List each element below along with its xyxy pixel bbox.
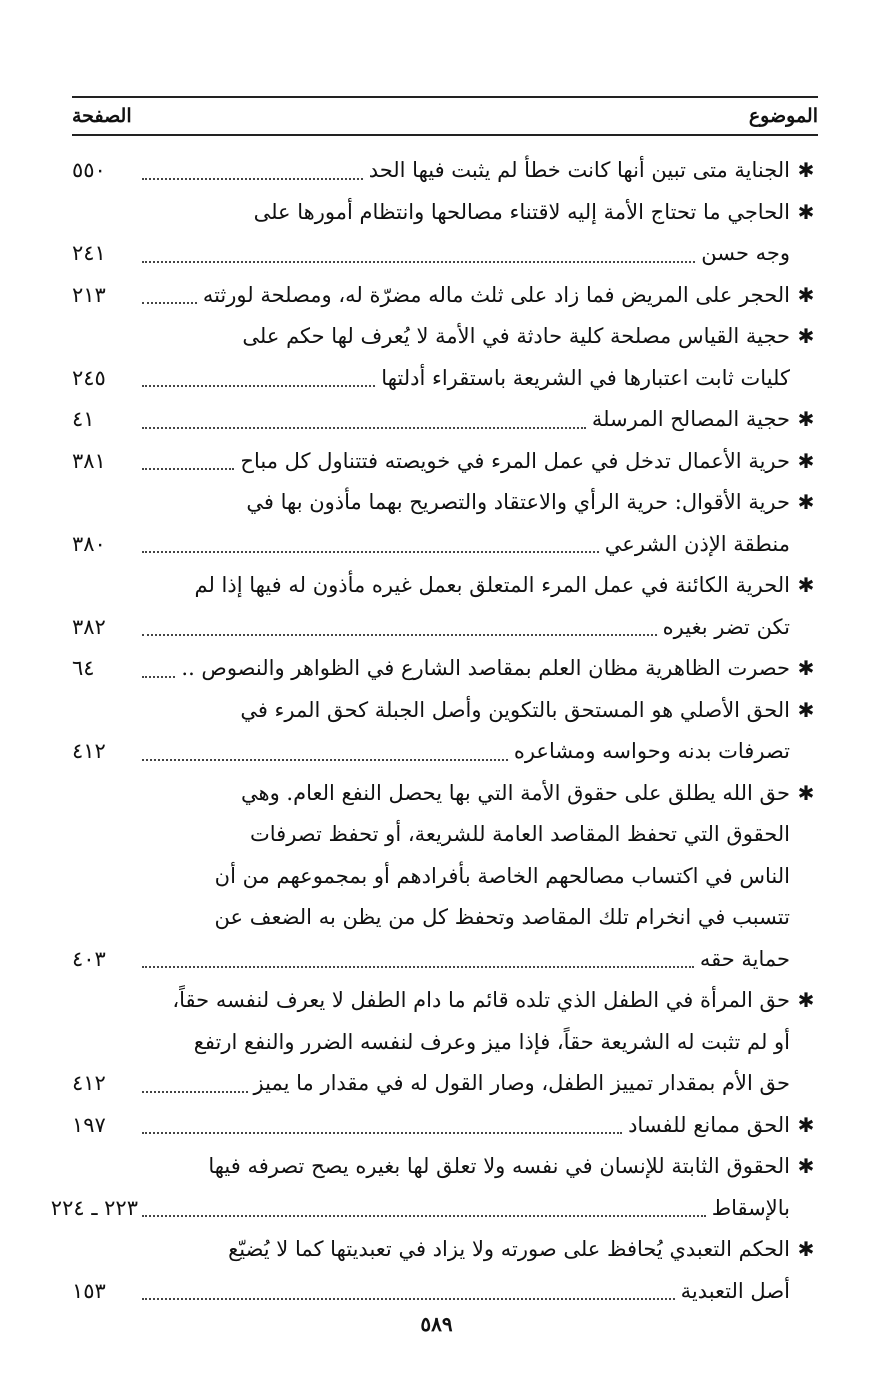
entry-text: الحكم التعبدي يُحافظ على صورته ولا يزاد في تعبديتها كما لا يُضيّع — [228, 1237, 790, 1261]
entry-last-line — [72, 150, 790, 192]
dot-leader — [142, 468, 234, 470]
index-entry — [72, 690, 818, 773]
index-entry — [72, 316, 818, 399]
asterisk-bullet-icon: ✱ — [797, 199, 815, 224]
entry-last-line — [72, 524, 790, 566]
entry-last-line — [72, 648, 790, 690]
asterisk-bullet-icon: ✱ — [797, 1112, 815, 1137]
entry-last-line — [72, 607, 790, 649]
entry-last-line — [72, 358, 790, 400]
index-entry — [72, 150, 818, 192]
dot-leader — [142, 759, 508, 761]
entry-text: الحقوق الثابتة للإنسان في نفسه ولا تعلق لها بغيره يصح تصرفه فيها — [208, 1154, 790, 1178]
dot-leader — [142, 261, 695, 263]
entry-page-number: ٣٨١ — [72, 448, 106, 473]
index-entry — [50, 1146, 818, 1229]
entry-last-line — [72, 275, 790, 317]
dot-leader — [142, 966, 694, 968]
entry-text: أو لم تثبت له الشريعة حقاً، فإذا ميز وعرف لنفسه الضرر والنفع ارتفع — [193, 1029, 790, 1054]
dot-leader — [142, 676, 175, 678]
entry-last-line — [72, 1105, 790, 1147]
entry-text: الناس في اكتساب مصالحهم الخاصة بأفرادهم أو بمجموعهم من أن — [214, 863, 790, 888]
entry-page-number: ٢١٣ — [72, 282, 106, 307]
dot-leader — [142, 1298, 675, 1300]
entry-page-number: ٤١٢ — [72, 739, 106, 763]
entry-text: تصرفات بدنه وحواسه ومشاعره — [513, 739, 790, 763]
entry-line — [72, 482, 790, 524]
page-column-label: الصفحة — [72, 105, 132, 127]
entry-last-line — [72, 233, 790, 275]
index-entry — [72, 980, 818, 1105]
page-number: ٥٨٩ — [420, 1312, 453, 1336]
entry-line — [72, 814, 790, 856]
entry-page-number: ٣٨٢ — [72, 614, 106, 639]
entry-text: الحقوق التي تحفظ المقاصد العامة للشريعة، أو تحفظ تصرفات — [250, 822, 790, 846]
entry-line — [72, 1022, 790, 1064]
asterisk-bullet-icon: ✱ — [797, 490, 815, 514]
entry-page-number: ١٩٧ — [72, 1112, 106, 1137]
entry-text: حرية الأقوال: حرية الرأي والاعتقاد والتصريح بهما مأذون بها في — [246, 490, 790, 514]
entry-text: تتسبب في انخرام تلك المقاصد وتحفظ كل من يظن به الضعف عن — [214, 905, 790, 929]
entry-text: الحاجي ما تحتاج الأمة إليه لاقتناء مصالحها وانتظام أمورها على — [253, 199, 790, 224]
entry-page-number: ٤١ — [72, 407, 95, 431]
entry-page-number: ٤٠٣ — [72, 946, 106, 971]
asterisk-bullet-icon: ✱ — [797, 988, 815, 1012]
entry-page-number: ١٥٣ — [72, 1278, 106, 1303]
entry-line — [72, 690, 790, 732]
index-entry — [72, 1105, 818, 1147]
index-entry — [72, 648, 818, 690]
dot-leader — [142, 302, 197, 304]
dot-leader — [142, 385, 375, 387]
entry-page-number: ٢٤١ — [72, 241, 106, 265]
entry-text: أصل التعبدية — [680, 1278, 790, 1303]
entry-text: حصرت الظاهرية مظان العلم بمقاصد الشارع في الظواهر والنصوص .. — [181, 656, 790, 680]
asterisk-bullet-icon: ✱ — [797, 324, 815, 348]
entry-text: كليات ثابت اعتبارها في الشريعة باستقراء أدلتها — [381, 365, 790, 390]
index-entry — [72, 275, 818, 317]
entry-text: حق المرأة في الطفل الذي تلده قائم ما دام الطفل لا يعرف لنفسه حقاً، — [172, 988, 790, 1012]
index-entry — [72, 441, 818, 483]
entry-text: حماية حقه — [699, 946, 790, 971]
entry-last-line — [72, 1063, 790, 1105]
index-entry — [72, 482, 818, 565]
entry-text: حق الأم بمقدار تمييز الطفل، وصار القول له في مقدار ما يميز — [253, 1071, 790, 1095]
entry-text: حق الله يطلق على حقوق الأمة التي بها يحصل النفع العام. وهي — [241, 780, 790, 805]
topic-column-label: الموضوع — [748, 105, 818, 127]
entry-page-number: ٢٤٥ — [72, 365, 106, 390]
index-entry — [72, 192, 818, 275]
entry-text: تكن تضر بغيره — [662, 614, 790, 639]
entry-text: حرية الأعمال تدخل في عمل المرء في خويصته فتتناول كل مباح — [240, 448, 790, 473]
entry-last-line — [72, 731, 790, 773]
entry-line — [72, 316, 790, 358]
asterisk-bullet-icon: ✱ — [797, 158, 815, 182]
asterisk-bullet-icon: ✱ — [797, 573, 815, 597]
dot-leader — [142, 1132, 622, 1134]
entry-last-line — [72, 441, 790, 483]
entry-line — [72, 1229, 790, 1271]
entry-line — [72, 773, 790, 815]
column-header — [72, 96, 818, 136]
asterisk-bullet-icon: ✱ — [797, 1237, 815, 1261]
dot-leader — [142, 551, 599, 553]
entry-page-number: ٣٨٠ — [72, 531, 106, 556]
index-entry-list — [50, 150, 818, 1312]
entry-text: حجية القياس مصلحة كلية حادثة في الأمة لا يُعرف لها حكم على — [242, 324, 790, 348]
dot-leader — [142, 178, 363, 180]
entry-last-line — [50, 1188, 790, 1230]
entry-text: منطقة الإذن الشرعي — [604, 531, 790, 556]
index-entry — [72, 773, 818, 981]
entry-last-line — [72, 939, 790, 981]
entry-text: بالإسقاط — [711, 1195, 790, 1220]
asterisk-bullet-icon: ✱ — [797, 697, 815, 722]
asterisk-bullet-icon: ✱ — [797, 448, 815, 473]
entry-text: الحق الأصلي هو المستحق بالتكوين وأصل الجبلة كحق المرء في — [240, 697, 790, 722]
entry-text: الحجر على المريض فما زاد على ثلث ماله مضرّة له، ومصلحة لورثته — [202, 282, 790, 307]
entry-line — [72, 1146, 790, 1188]
asterisk-bullet-icon: ✱ — [797, 407, 815, 431]
dot-leader — [142, 634, 657, 636]
entry-page-number: ٤١٢ — [72, 1071, 106, 1095]
entry-line — [72, 856, 790, 898]
entry-text: حجية المصالح المرسلة — [591, 407, 790, 431]
entry-line — [72, 897, 790, 939]
entry-page-number: ٦٤ — [72, 656, 95, 680]
entry-page-number: ٢٢٣ ـ ٢٢٤ — [50, 1195, 138, 1220]
entry-page-number: ٥٥٠ — [72, 158, 106, 182]
entry-text: الجناية متى تبين أنها كانت خطأ لم يثبت فيها الحد — [368, 158, 790, 182]
entry-text: الحق ممانع للفساد — [628, 1112, 790, 1137]
index-entry — [72, 565, 818, 648]
entry-line — [72, 980, 790, 1022]
index-entry — [72, 399, 818, 441]
asterisk-bullet-icon: ✱ — [797, 656, 815, 680]
dot-leader — [142, 1091, 248, 1093]
dot-leader — [142, 1215, 706, 1217]
entry-line — [72, 192, 790, 234]
asterisk-bullet-icon: ✱ — [797, 282, 815, 307]
index-entry — [72, 1229, 818, 1312]
asterisk-bullet-icon: ✱ — [797, 780, 815, 805]
entry-line — [72, 565, 790, 607]
dot-leader — [142, 427, 586, 429]
entry-text: وجه حسن — [701, 241, 790, 265]
entry-last-line — [72, 1271, 790, 1313]
asterisk-bullet-icon: ✱ — [797, 1154, 815, 1178]
entry-text: الحرية الكائنة في عمل المرء المتعلق بعمل غيره مأذون له فيها إذا لم — [194, 573, 790, 597]
entry-last-line — [72, 399, 790, 441]
